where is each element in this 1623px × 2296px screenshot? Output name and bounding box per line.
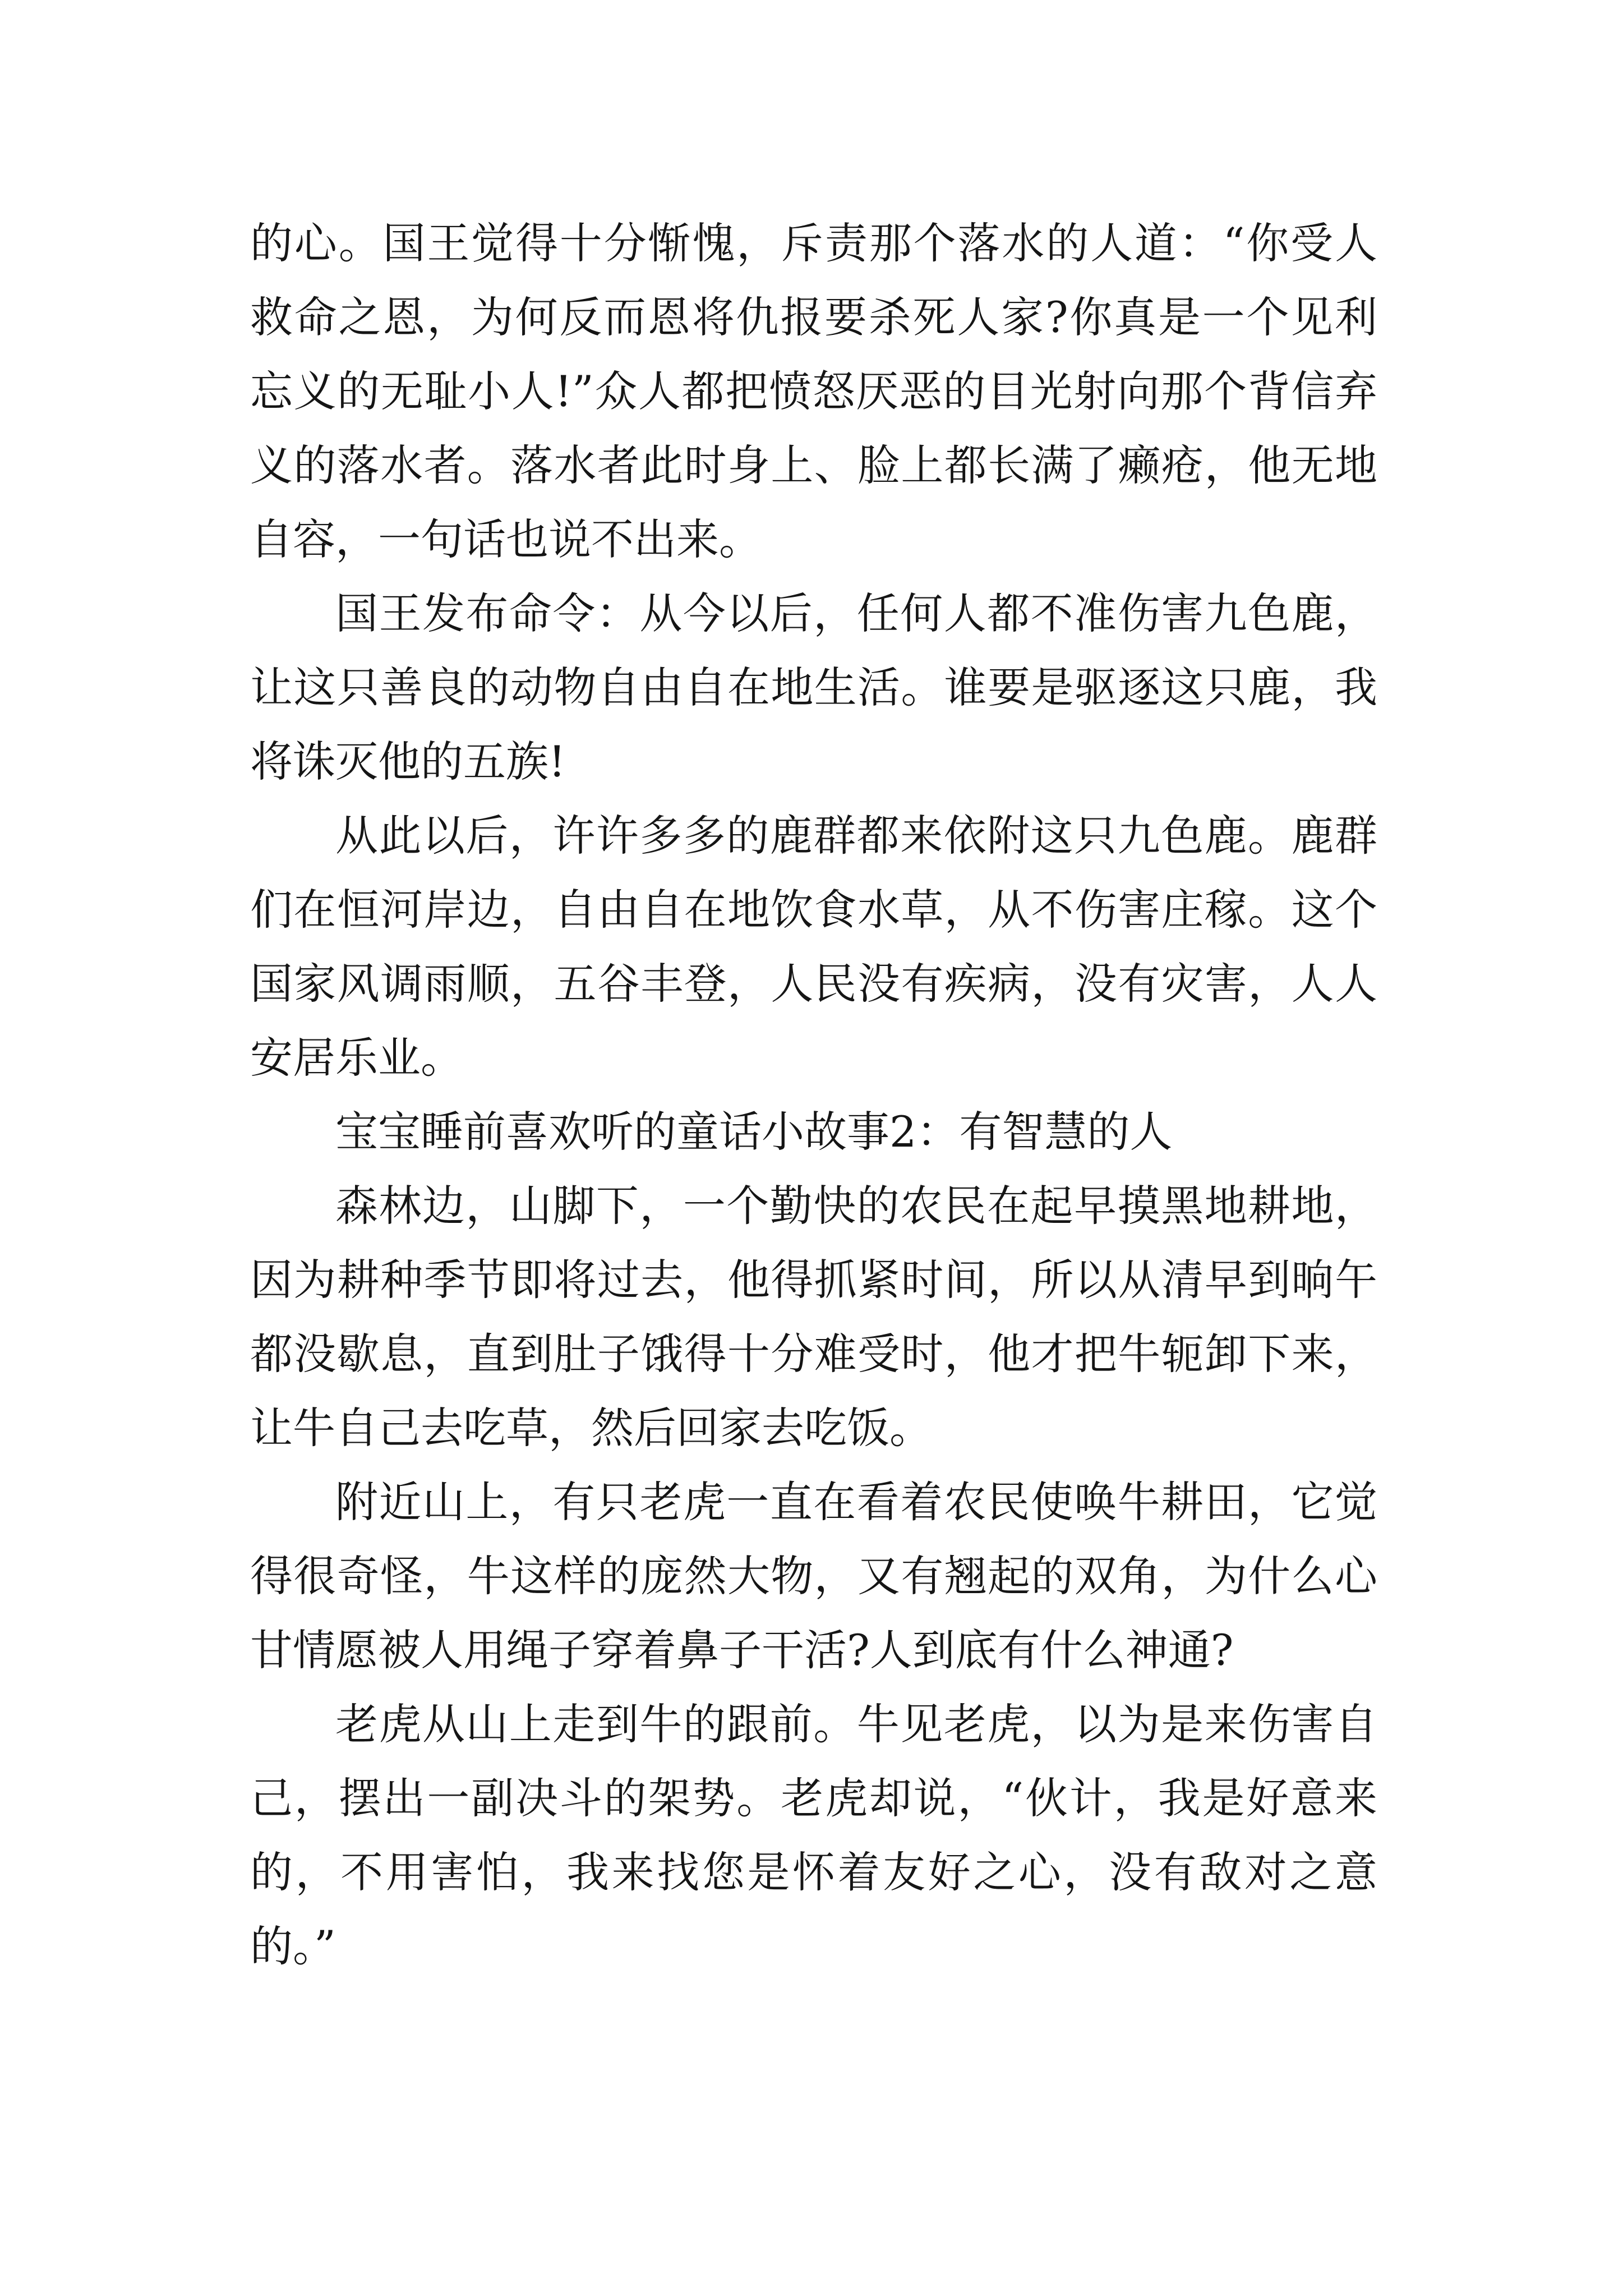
paragraph-tiger-meets-ox: 老虎从山上走到牛的跟前。牛见老虎，以为是来伤害自己，摆出一副决斗的架势。老虎却说，“伙计，我是好意来的，不用害怕，我来找您是怀着友好之心，没有敌对之意的。” (250, 1699, 1377, 1971)
paragraph-deer-herds: 从此以后，许许多多的鹿群都来依附这只九色鹿。鹿群们在恒河岸边，自由自在地饮食水草，从不伤害庄稼。这个国家风调雨顺，五谷丰登，人民没有疾病，没有灾害，人人安居乐业。 (250, 811, 1377, 1083)
story-heading: 宝宝睡前喜欢听的童话小故事2：有智慧的人 (335, 1107, 1173, 1157)
paragraph-farmer: 森林边，山脚下，一个勤快的农民在起早摸黑地耕地，因为耕种季节即将过去，他得抓紧时间，所以从清早到晌午都没歇息，直到肚子饿得十分难受时，他才把牛轭卸下来，让牛自己去吃草，然后回家去吃饭。 (250, 1181, 1377, 1453)
paragraph-king-rebuke: 的心。国王觉得十分惭愧，斥责那个落水的人道：“你受人救命之恩，为何反而恩将仇报要杀死人家?你真是一个见利忘义的无耻小人!”众人都把愤怒厌恶的目光射向那个背信弃义的落水者。落水者此时身上、脸上都长满了癞疮，他无地自容，一句话也说不出来。 (250, 218, 1377, 564)
paragraph-tiger-watching: 附近山上，有只老虎一直在看着农民使唤牛耕田，它觉得很奇怪，牛这样的庞然大物，又有翘起的双角，为什么心甘情愿被人用绳子穿着鼻子干活?人到底有什么神通? (250, 1477, 1377, 1675)
document-body (250, 206, 1377, 1984)
paragraph-king-decree: 国王发布命令：从今以后，任何人都不准伤害九色鹿，让这只善良的动物自由自在地生活。谁要是驱逐这只鹿，我将诛灭他的五族! (250, 588, 1377, 786)
